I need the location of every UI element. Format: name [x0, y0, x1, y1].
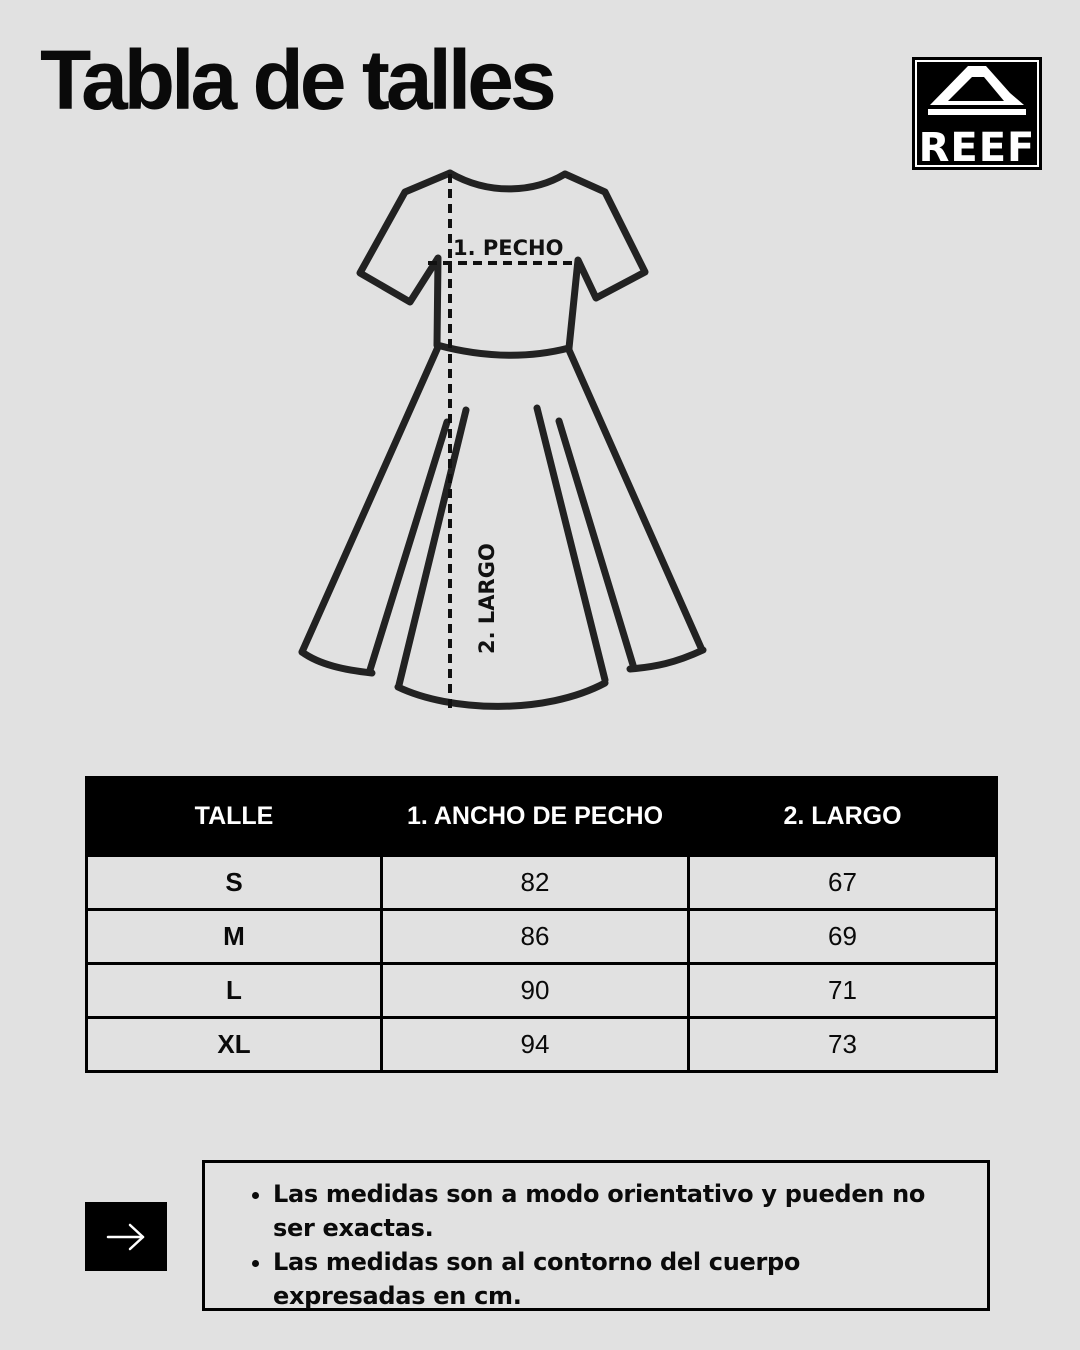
- chest-cell: 82: [382, 856, 689, 910]
- page-title: Tabla de talles: [40, 33, 553, 127]
- dress-diagram: [290, 160, 720, 720]
- arrow-right-icon: [105, 1222, 147, 1252]
- header-size: TALLE: [87, 778, 382, 856]
- table-row: [87, 964, 997, 1018]
- next-button[interactable]: [85, 1202, 167, 1271]
- length-cell: 71: [689, 964, 997, 1018]
- size-cell: XL: [87, 1018, 382, 1072]
- note-item: • Las medidas son a modo orientativo y pueden no ser exactas.: [273, 1177, 957, 1245]
- dress-outline-icon: [290, 160, 720, 720]
- length-cell: 69: [689, 910, 997, 964]
- chest-cell: 94: [382, 1018, 689, 1072]
- size-cell: S: [87, 856, 382, 910]
- table-row: [87, 910, 997, 964]
- header-chest-width: 1. ANCHO DE PECHO: [382, 778, 689, 856]
- note-item: • Las medidas son al contorno del cuerpo expresadas en cm.: [273, 1245, 957, 1313]
- chest-label: 1. PECHO: [453, 236, 564, 260]
- size-table: [85, 776, 998, 1073]
- table-row: [87, 856, 997, 910]
- brand-name: REEF: [918, 125, 1036, 170]
- chest-cell: 86: [382, 910, 689, 964]
- header-length: 2. LARGO: [689, 778, 997, 856]
- reef-logo: [912, 57, 1042, 170]
- length-cell: 67: [689, 856, 997, 910]
- notes-box: [202, 1160, 990, 1311]
- chest-cell: 90: [382, 964, 689, 1018]
- reef-logo-icon: [912, 57, 1042, 170]
- table-row: [87, 1018, 997, 1072]
- size-cell: L: [87, 964, 382, 1018]
- length-label: 2. LARGO: [475, 543, 499, 654]
- length-cell: 73: [689, 1018, 997, 1072]
- size-cell: M: [87, 910, 382, 964]
- table-header-row: [87, 778, 997, 856]
- notes-list: [205, 1163, 987, 1313]
